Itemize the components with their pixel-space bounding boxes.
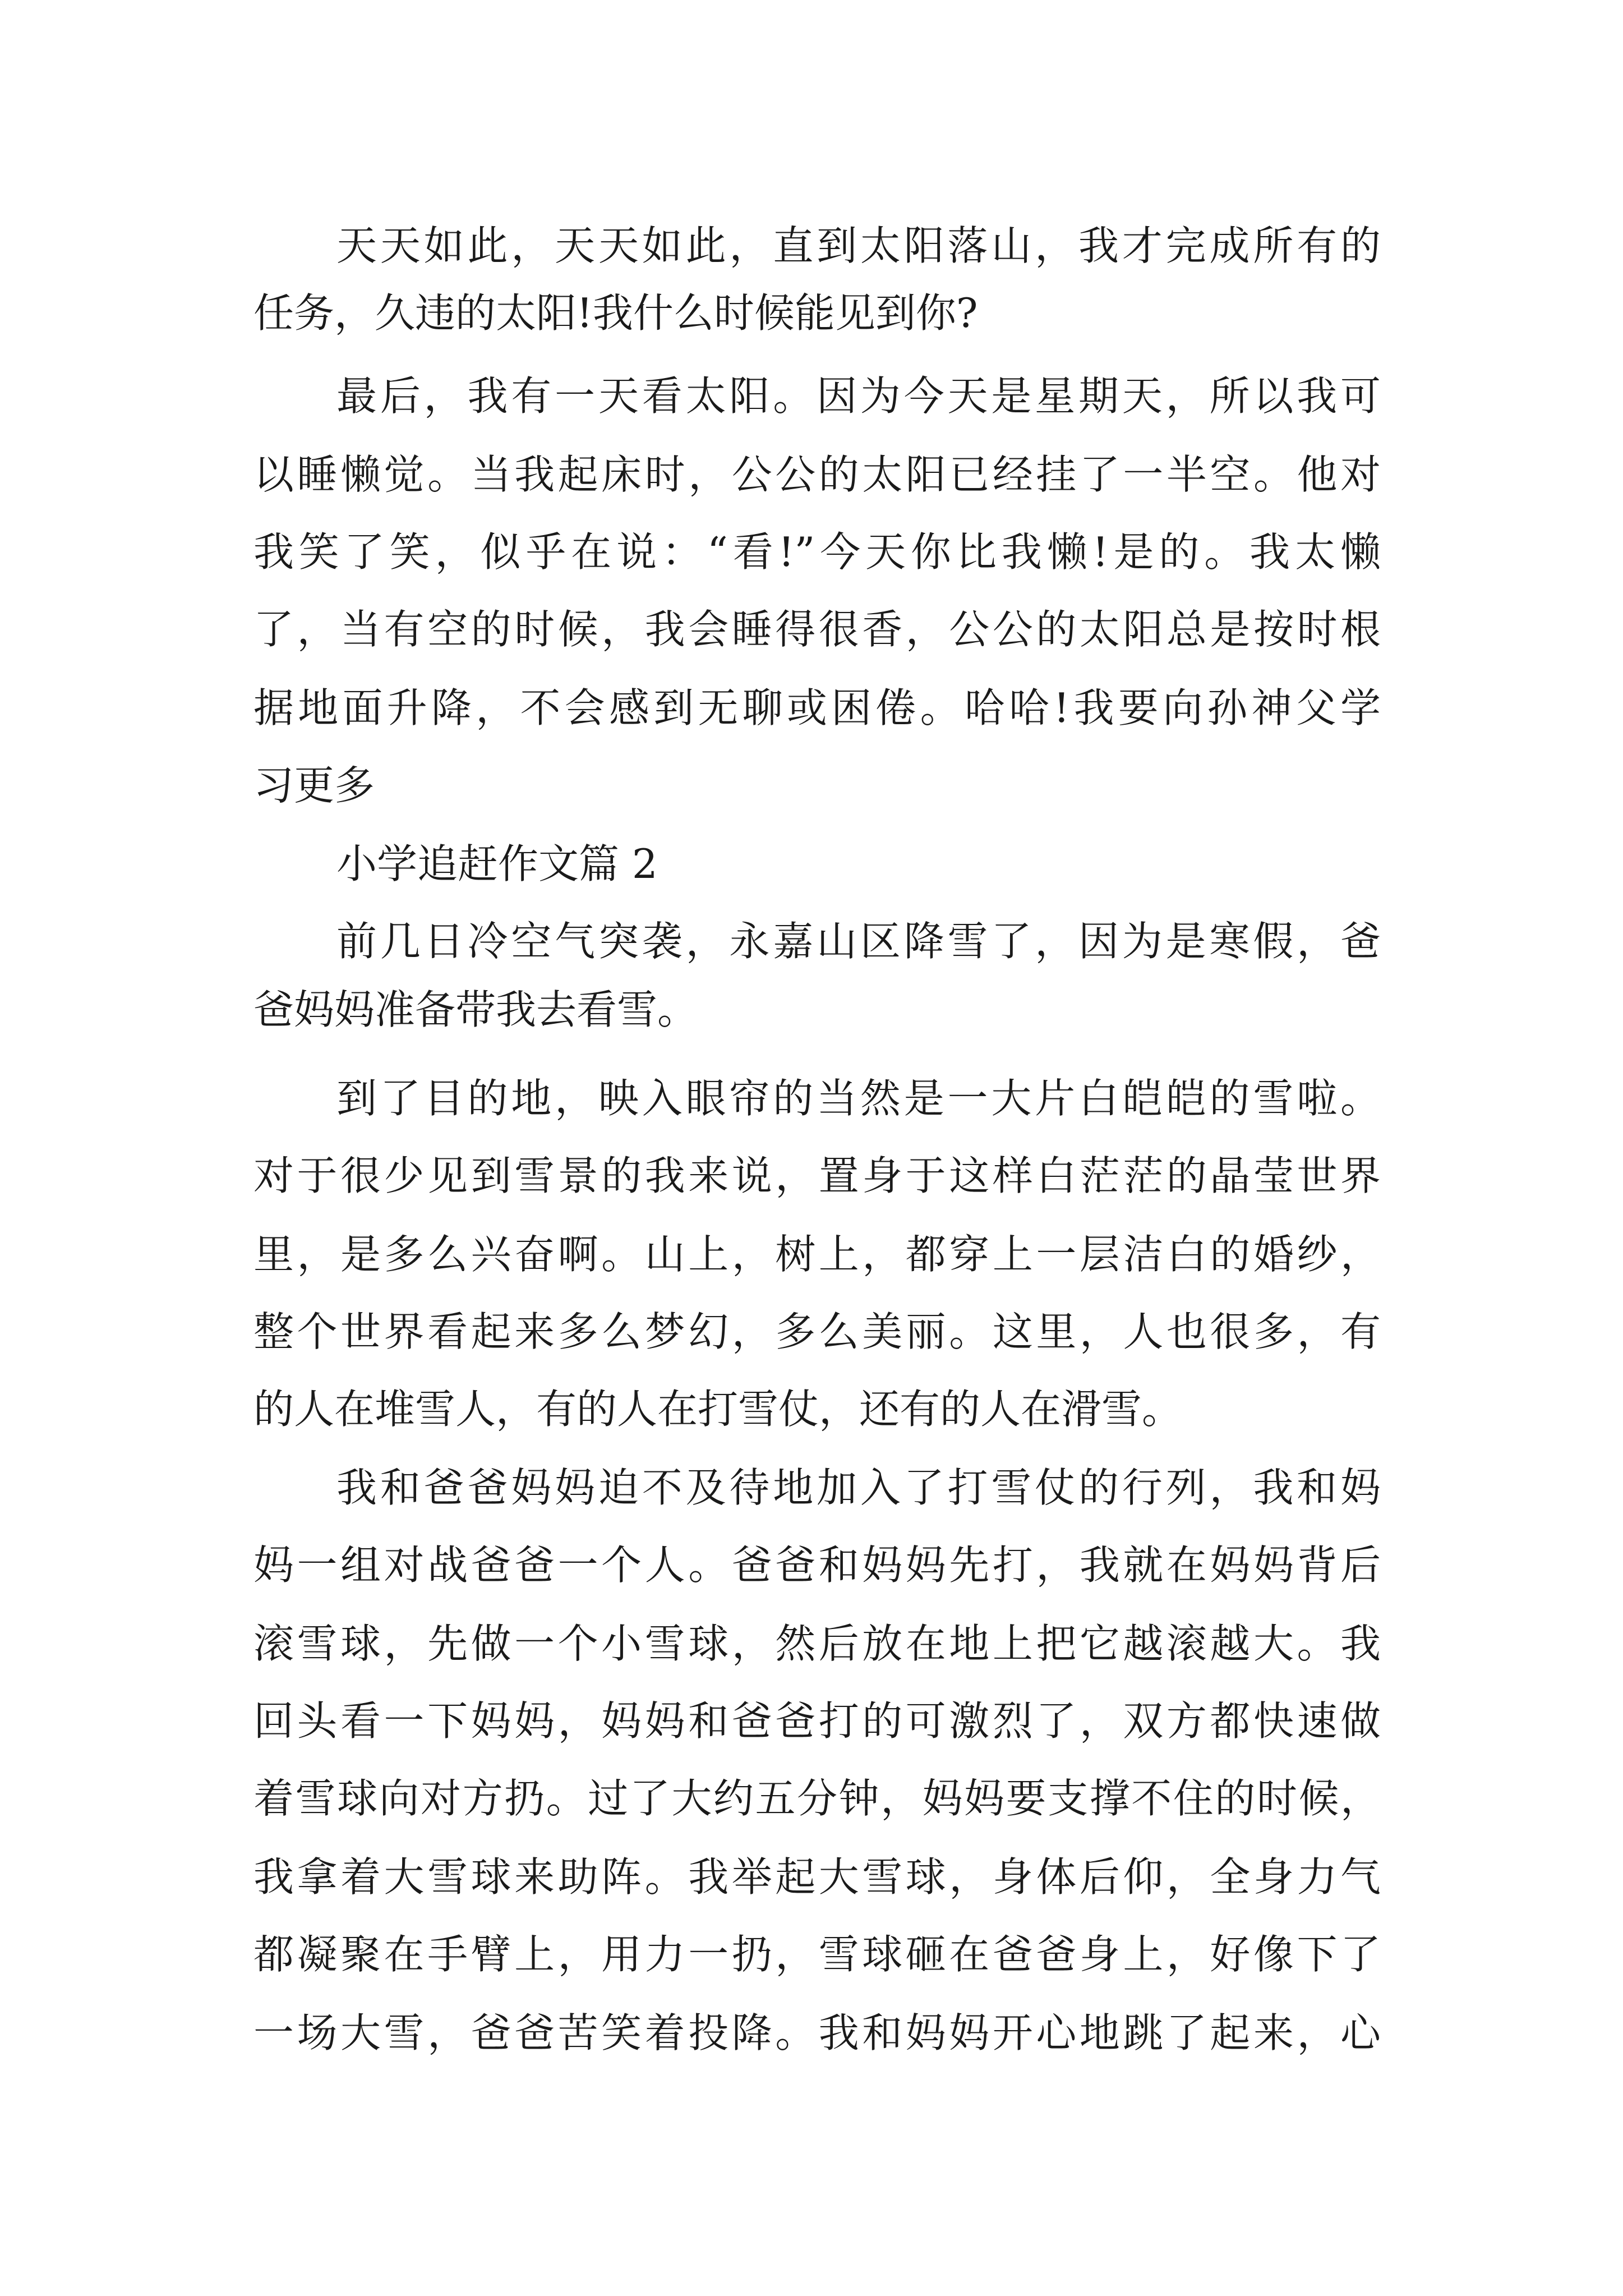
text-line: 以睡懒觉。当我起床时，公公的太阳已经挂了一半空。他对 (253, 451, 1381, 498)
text-line: 任务，久违的太阳!我什么时候能见到你? (253, 289, 978, 337)
text-line: 的人在堆雪人，有的人在打雪仗，还有的人在滑雪。 (253, 1386, 1183, 1433)
text-line: 我笑了笑，似乎在说：“看!”今天你比我懒!是的。我太懒 (253, 528, 1381, 576)
text-line: 天天如此，天天如此，直到太阳落山，我才完成所有的 (336, 222, 1381, 269)
text-line: 对于很少见到雪景的我来说，置身于这样白茫茫的晶莹世界 (253, 1152, 1381, 1199)
text-line: 最后，我有一天看太阳。因为今天是星期天，所以我可 (336, 372, 1381, 420)
text-line: 据地面升降，不会感到无聊或困倦。哈哈!我要向孙神父学 (253, 684, 1381, 731)
text-line: 习更多 (253, 762, 375, 809)
text-line: 爸妈妈准备带我去看雪。 (253, 986, 698, 1033)
text-line: 着雪球向对方扔。过了大约五分钟，妈妈要支撑不住的时候， (253, 1775, 1381, 1822)
text-line: 我和爸爸妈妈迫不及待地加入了打雪仗的行列，我和妈 (336, 1464, 1381, 1511)
text-line: 整个世界看起来多么梦幻，多么美丽。这里，人也很多，有 (253, 1308, 1381, 1355)
text-line: 到了目的地，映入眼帘的当然是一大片白皑皑的雪啦。 (336, 1075, 1381, 1122)
text-line: 滚雪球，先做一个小雪球，然后放在地上把它越滚越大。我 (253, 1620, 1381, 1667)
text-line: 我拿着大雪球来助阵。我举起大雪球，身体后仰，全身力气 (253, 1853, 1381, 1901)
text-line: 前几日冷空气突袭，永嘉山区降雪了，因为是寒假，爸 (336, 918, 1381, 965)
text-line: 一场大雪，爸爸苦笑着投降。我和妈妈开心地跳了起来，心 (253, 2009, 1381, 2056)
text-line: 里，是多么兴奋啊。山上，树上，都穿上一层洁白的婚纱， (253, 1231, 1381, 1278)
section-heading: 小学追赶作文篇 2 (336, 840, 658, 887)
text-line: 回头看一下妈妈，妈妈和爸爸打的可激烈了，双方都快速做 (253, 1697, 1381, 1745)
text-line: 都凝聚在手臂上，用力一扔，雪球砸在爸爸身上，好像下了 (253, 1931, 1381, 1978)
text-line: 妈一组对战爸爸一个人。爸爸和妈妈先打，我就在妈妈背后 (253, 1542, 1381, 1589)
text-line: 了，当有空的时候，我会睡得很香，公公的太阳总是按时根 (253, 606, 1381, 653)
